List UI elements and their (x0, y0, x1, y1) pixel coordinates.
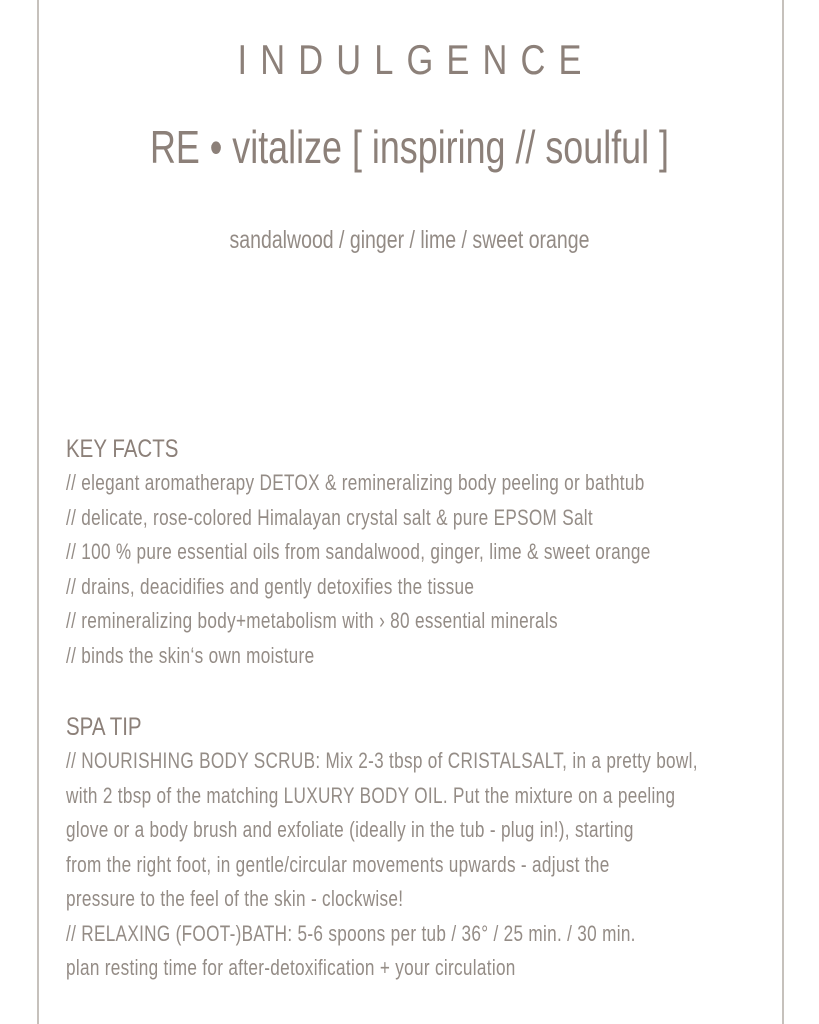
spa-tip-section (66, 710, 782, 986)
spa-tip-line: with 2 tbsp of the matching LUXURY BODY OIL. Put the mixture on a peeling (66, 782, 676, 808)
key-facts-section (66, 432, 782, 673)
scent-notes: sandalwood / ginger / lime / sweet orange (229, 226, 590, 254)
key-fact-line: // remineralizing body+metabolism with › 80 essential minerals (66, 608, 558, 633)
spa-tip-line: // NOURISHING BODY SCRUB: Mix 2-3 tbsp of CRISTALSALT, in a pretty bowl, (66, 748, 698, 773)
key-fact-line: // binds the skin‘s own moisture (66, 642, 315, 668)
spa-tip-line: plan resting time for after-detoxification + your circulation (66, 955, 516, 980)
key-fact-line: // drains, deacidifies and gently detoxifies the tissue (66, 573, 475, 599)
product-headline: RE • vitalize [ inspiring // soulful ] (149, 121, 670, 173)
key-fact-line: // elegant aromatherapy DETOX & remineralizing body peeling or bathtub (66, 470, 645, 495)
brand-title: INDULGENCE (237, 36, 595, 83)
frame-left-border (37, 0, 39, 1024)
spa-tip-line: // RELAXING (FOOT-)BATH: 5-6 spoons per tub / 36° / 25 min. / 30 min. (66, 920, 636, 946)
spa-tip-line: pressure to the feel of the skin - clockwise! (66, 886, 404, 911)
spa-tip-line: from the right foot, in gentle/circular movements upwards - adjust the (66, 851, 610, 877)
spa-tip-line: glove or a body brush and exfoliate (ideally in the tub - plug in!), starting (66, 817, 634, 842)
key-fact-line: // 100 % pure essential oils from sandalwood, ginger, lime & sweet orange (66, 539, 651, 564)
key-fact-line: // delicate, rose-colored Himalayan crystal salt & pure EPSOM Salt (66, 504, 594, 530)
frame-right-border (782, 0, 784, 1024)
key-facts-heading: KEY FACTS (66, 435, 179, 463)
spa-tip-heading: SPA TIP (66, 713, 142, 741)
